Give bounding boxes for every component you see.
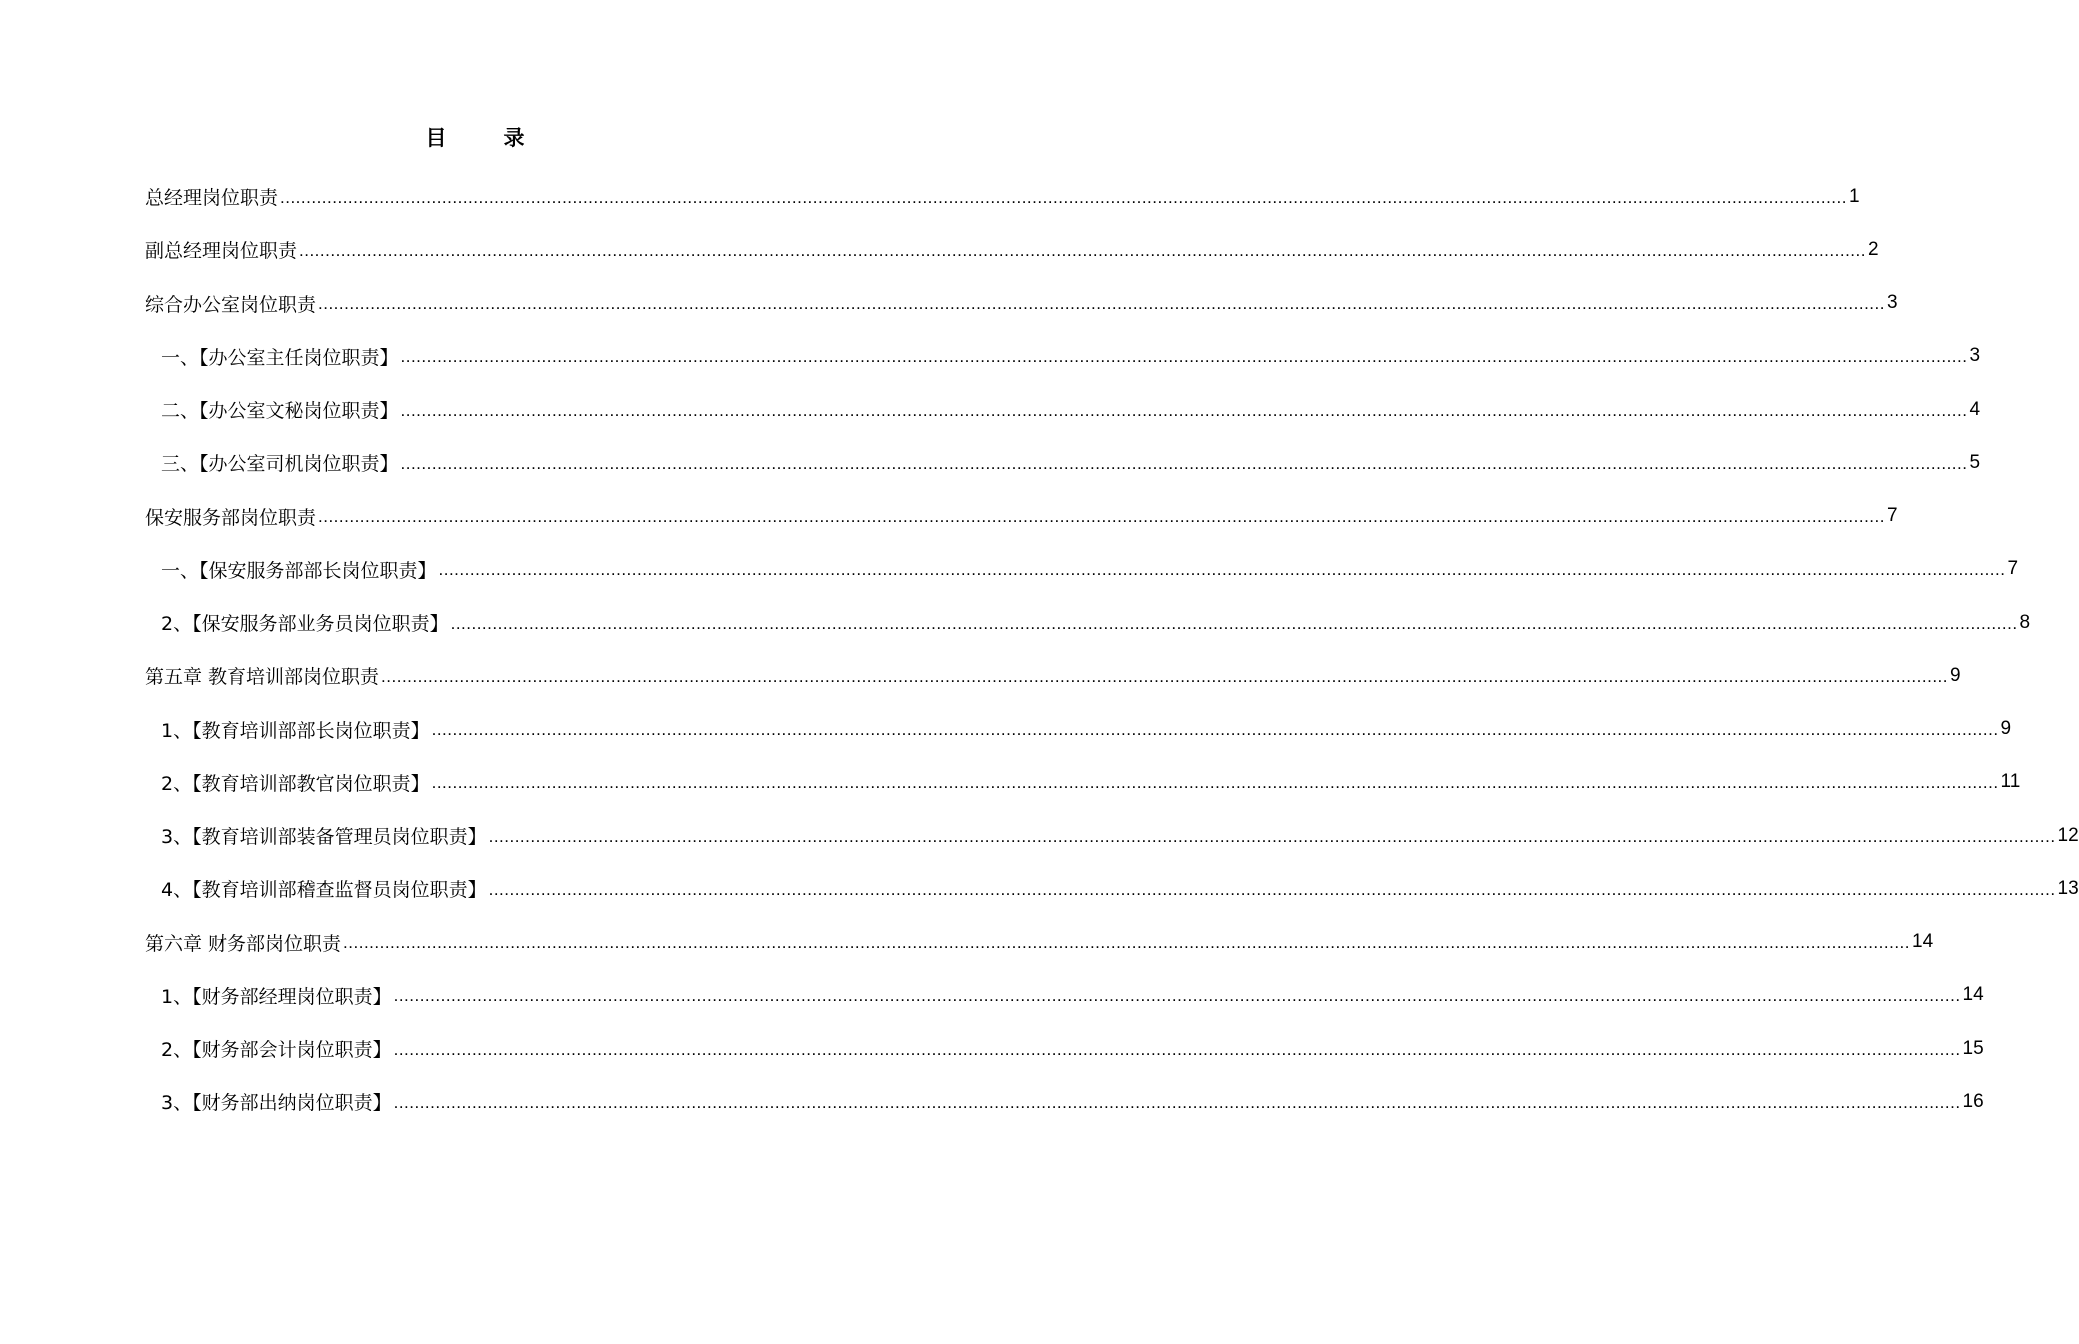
toc-entry[interactable]: [145, 596, 2031, 649]
toc-entry-label: 副总经理岗位职责: [145, 240, 298, 263]
toc-entry-page-number: 3: [1969, 345, 1981, 367]
dot-leader: ............................................................................................................................................................................................................................................................................................................: [299, 240, 1866, 260]
toc-entry-page-number: 9: [1950, 664, 1961, 686]
toc-entry[interactable]: [145, 969, 1984, 1022]
toc-entry-page-number: 2: [1867, 238, 1879, 260]
toc-entry[interactable]: [145, 383, 1981, 436]
toc-entry-page-number: 15: [1962, 1037, 1984, 1059]
toc-entry[interactable]: [145, 1022, 1984, 1075]
toc-entry-label: 3、【财务部出纳岗位职责】: [161, 1092, 392, 1115]
toc-entry-page-number: 7: [1886, 505, 1898, 527]
toc-entry[interactable]: [145, 862, 2079, 915]
dot-leader: ............................................................................................................................................................................................................................................................................................................: [431, 720, 1999, 740]
dot-leader: ............................................................................................................................................................................................................................................................................................................: [318, 507, 1885, 527]
toc-entry[interactable]: [145, 1075, 1984, 1128]
toc-entry-page-number: 9: [2000, 718, 2012, 740]
toc-entry[interactable]: [145, 436, 1981, 489]
dot-leader: ............................................................................................................................................................................................................................................................................................................: [488, 879, 2056, 899]
toc-entry-page-number: 16: [1962, 1090, 1984, 1112]
toc-entry[interactable]: [145, 543, 2019, 596]
toc-entry[interactable]: [145, 703, 2012, 756]
toc-entry-label: 1、【教育培训部部长岗位职责】: [161, 719, 430, 742]
toc-entry[interactable]: [145, 490, 1898, 543]
dot-leader: ............................................................................................................................................................................................................................................................................................................: [318, 294, 1885, 314]
dot-leader: ............................................................................................................................................................................................................................................................................................................: [393, 1092, 1961, 1112]
dot-leader: ............................................................................................................................................................................................................................................................................................................: [280, 187, 1847, 207]
toc-entry-label: 综合办公室岗位职责: [145, 293, 317, 316]
toc-list: [145, 170, 2079, 1129]
dot-leader: ............................................................................................................................................................................................................................................................................................................: [393, 1039, 1961, 1059]
toc-title: 目 录: [425, 126, 543, 150]
toc-entry-page-number: 11: [2000, 771, 2021, 793]
dot-leader: ............................................................................................................................................................................................................................................................................................................: [343, 933, 1910, 953]
toc-entry-label: 3、【教育培训部装备管理员岗位职责】: [161, 826, 487, 849]
toc-entry-page-number: 12: [2057, 824, 2079, 846]
dot-leader: ............................................................................................................................................................................................................................................................................................................: [400, 400, 1968, 420]
toc-entry-page-number: 14: [1962, 984, 1984, 1006]
toc-entry-label: 二、【办公室文秘岗位职责】: [161, 400, 399, 423]
toc-entry-page-number: 5: [1969, 451, 1981, 473]
toc-entry[interactable]: [145, 223, 1879, 276]
dot-leader: ............................................................................................................................................................................................................................................................................................................: [438, 560, 2006, 580]
toc-entry-label: 2、【财务部会计岗位职责】: [161, 1039, 392, 1062]
dot-leader: ............................................................................................................................................................................................................................................................................................................: [488, 826, 2056, 846]
toc-entry-label: 保安服务部岗位职责: [145, 506, 317, 529]
toc-entry-page-number: 3: [1886, 292, 1898, 314]
toc-entry[interactable]: [145, 649, 1961, 702]
toc-entry-label: 2、【教育培训部教官岗位职责】: [161, 772, 430, 795]
dot-leader: ............................................................................................................................................................................................................................................................................................................: [450, 613, 2018, 633]
toc-entry-label: 4、【教育培训部稽查监督员岗位职责】: [161, 879, 487, 902]
toc-entry[interactable]: [145, 756, 2021, 809]
toc-entry-page-number: 7: [2007, 558, 2019, 580]
toc-entry-label: 一、【办公室主任岗位职责】: [161, 346, 399, 369]
toc-entry-label: 2、【保安服务部业务员岗位职责】: [161, 613, 449, 636]
toc-entry-label: 总经理岗位职责: [145, 187, 279, 210]
dot-leader: ............................................................................................................................................................................................................................................................................................................: [400, 347, 1968, 367]
toc-entry-page-number: 4: [1969, 398, 1981, 420]
toc-entry-label: 1、【财务部经理岗位职责】: [161, 985, 392, 1008]
toc-entry-page-number: 13: [2057, 877, 2079, 899]
toc-entry-page-number: 8: [2019, 611, 2031, 633]
toc-entry-label: 三、【办公室司机岗位职责】: [161, 453, 399, 476]
toc-entry[interactable]: [145, 809, 2079, 862]
toc-entry-page-number: 1: [1848, 185, 1860, 207]
toc-entry-label: 第五章 教育培训部岗位职责: [145, 666, 380, 689]
dot-leader: ............................................................................................................................................................................................................................................................................................................: [431, 773, 1999, 793]
toc-entry-page-number: 14: [1912, 931, 1934, 953]
toc-entry[interactable]: [145, 277, 1898, 330]
dot-leader: ............................................................................................................................................................................................................................................................................................................: [393, 986, 1961, 1006]
toc-entry-label: 一、【保安服务部部长岗位职责】: [161, 559, 437, 582]
toc-entry-label: 第六章 财务部岗位职责: [145, 932, 342, 955]
dot-leader: ............................................................................................................................................................................................................................................................................................................: [400, 453, 1968, 473]
toc-entry[interactable]: [145, 170, 1860, 223]
toc-entry[interactable]: [145, 330, 1981, 383]
dot-leader: ............................................................................................................................................................................................................................................................................................................: [381, 666, 1948, 686]
toc-entry[interactable]: [145, 916, 1934, 969]
